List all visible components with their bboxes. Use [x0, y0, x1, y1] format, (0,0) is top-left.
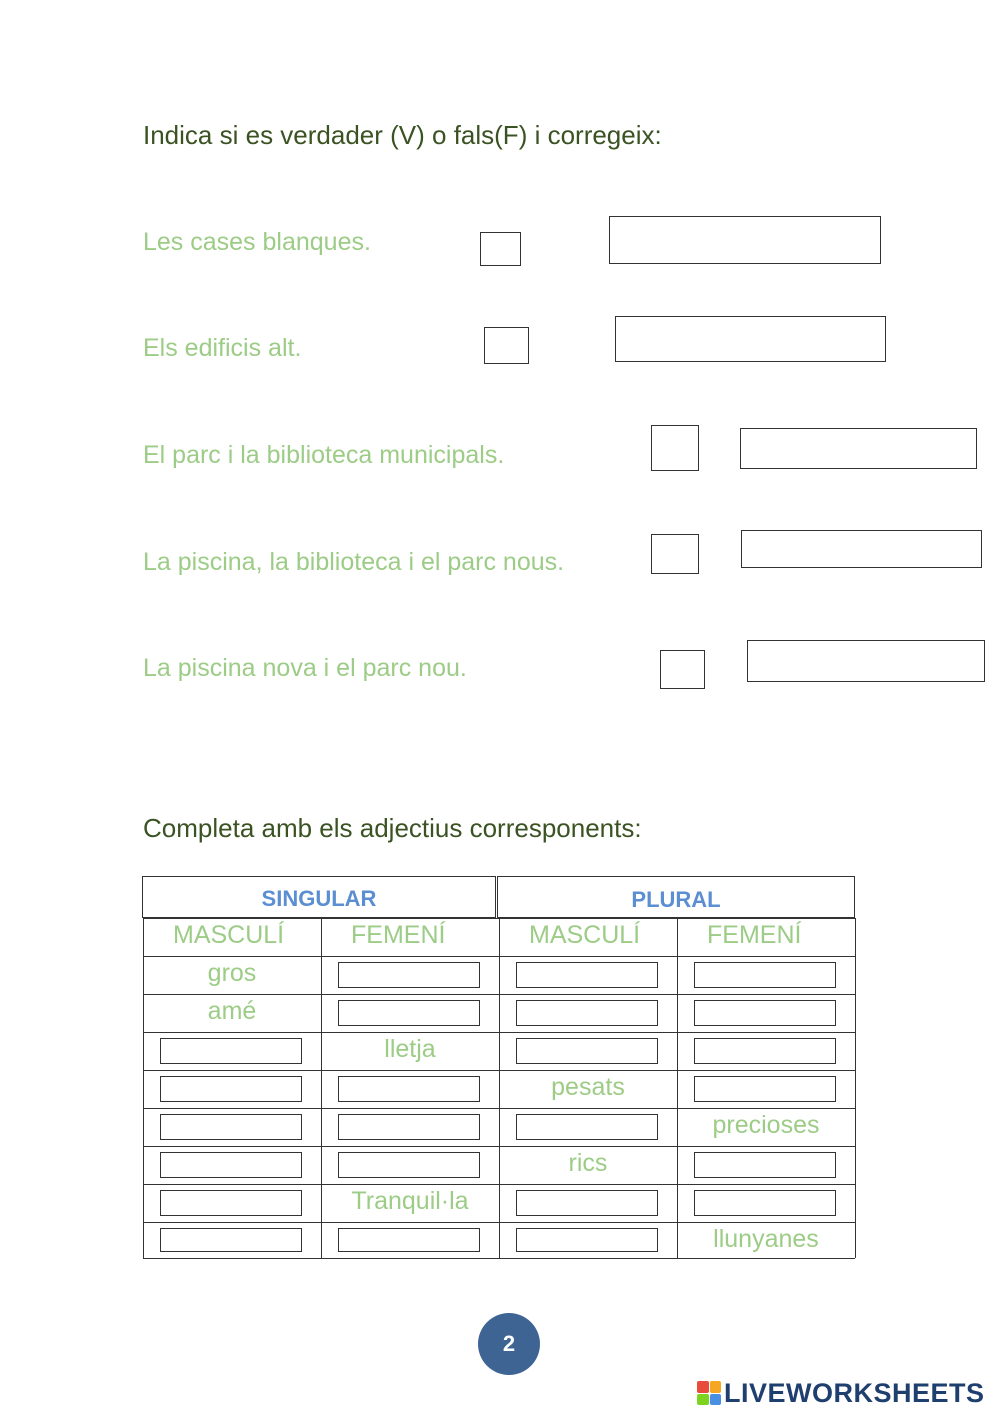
table-answer-box[interactable] [338, 1000, 480, 1026]
table-answer-box[interactable] [516, 962, 658, 988]
table-cell-word: rics [568, 1149, 608, 1177]
table-answer-box[interactable] [160, 1076, 302, 1102]
table-answer-box[interactable] [516, 1038, 658, 1064]
table-cell-word: amé [207, 997, 257, 1025]
table-answer-box[interactable] [338, 1114, 480, 1140]
table-answer-box[interactable] [516, 1114, 658, 1140]
adjectives-heading: Completa amb els adjectius corresponents: [143, 813, 642, 843]
table-answer-box[interactable] [516, 1190, 658, 1216]
vf-box-3[interactable] [651, 425, 699, 471]
correction-box-1[interactable] [609, 216, 881, 264]
table-answer-box[interactable] [516, 1000, 658, 1026]
vf-box-5[interactable] [660, 650, 705, 689]
tf-heading: Indica si es verdader (V) o fals(F) i corregeix: [143, 120, 662, 150]
table-cell-word: gros [207, 959, 257, 987]
correction-box-5[interactable] [747, 640, 985, 682]
vf-box-1[interactable] [480, 232, 521, 266]
column-header: FEMENÍ [351, 921, 446, 949]
table-answer-box[interactable] [516, 1228, 658, 1252]
table-answer-box[interactable] [694, 1000, 836, 1026]
sentence-2: Els edificis alt. [143, 334, 302, 362]
sentence-1: Les cases blanques. [143, 228, 371, 256]
table-cell-word: Tranquil·la [351, 1187, 469, 1215]
header-singular: SINGULAR [142, 876, 496, 918]
correction-box-2[interactable] [615, 316, 886, 362]
sentence-4: La piscina, la biblioteca i el parc nous. [143, 548, 565, 576]
table-answer-box[interactable] [338, 1076, 480, 1102]
table-answer-box[interactable] [694, 962, 836, 988]
table-cell-word: pesats [551, 1073, 625, 1101]
correction-box-4[interactable] [741, 530, 982, 568]
table-answer-box[interactable] [694, 1152, 836, 1178]
table-answer-box[interactable] [338, 1152, 480, 1178]
table-answer-box[interactable] [160, 1038, 302, 1064]
column-header: MASCULÍ [173, 921, 285, 949]
page-number: 2 [478, 1313, 540, 1375]
liveworksheets-logo-icon [697, 1381, 721, 1405]
table-hline [143, 1258, 855, 1259]
column-header: FEMENÍ [707, 921, 802, 949]
table-answer-box[interactable] [694, 1076, 836, 1102]
table-answer-box[interactable] [160, 1190, 302, 1216]
table-answer-box[interactable] [338, 962, 480, 988]
vf-box-2[interactable] [484, 327, 529, 364]
table-answer-box[interactable] [338, 1228, 480, 1252]
sentence-5: La piscina nova i el parc nou. [143, 654, 467, 682]
table-answer-box[interactable] [160, 1152, 302, 1178]
correction-box-3[interactable] [740, 428, 977, 469]
column-header: MASCULÍ [529, 921, 641, 949]
sentence-3: El parc i la biblioteca municipals. [143, 441, 505, 469]
table-vline [855, 918, 856, 1258]
table-cell-word: lletja [384, 1035, 436, 1063]
table-answer-box[interactable] [694, 1190, 836, 1216]
table-cell-word: precioses [712, 1111, 820, 1139]
header-plural: PLURAL [497, 876, 855, 918]
vf-box-4[interactable] [651, 534, 699, 574]
table-vline [677, 918, 678, 1258]
table-answer-box[interactable] [160, 1114, 302, 1140]
liveworksheets-logo [697, 1378, 985, 1408]
table-cell-word: llunyanes [713, 1225, 819, 1253]
brand-name: LIVEWORKSHEETS [724, 1377, 985, 1408]
table-answer-box[interactable] [694, 1038, 836, 1064]
table-answer-box[interactable] [160, 1228, 302, 1252]
